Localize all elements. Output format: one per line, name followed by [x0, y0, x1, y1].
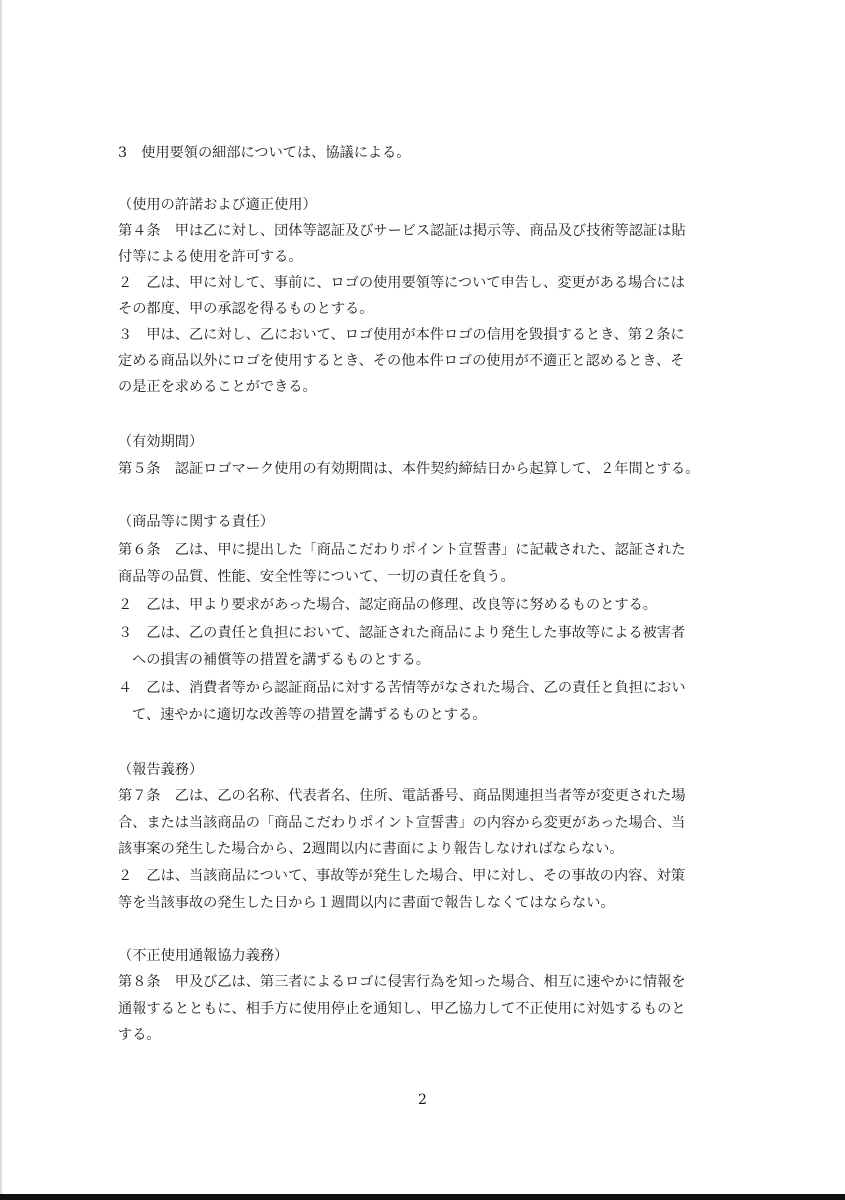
- page-number: 2: [418, 1092, 427, 1108]
- article-7-line-2: 合、または当該商品の「商品こだわりポイント宣誓書」の内容から変更があった場合、当: [118, 815, 686, 831]
- article-6-line-4: ３ 乙は、乙の責任と負担において、認証された商品により発生した事故等による被害者: [118, 625, 686, 641]
- article-4-line-1: 第４条 甲は乙に対し、団体等認証及びサービス認証は掲示等、商品及び技術等認証は貼: [118, 223, 686, 239]
- article-7-heading: （報告義務）: [118, 762, 204, 778]
- article-5-heading: （有効期間）: [118, 434, 204, 450]
- article-6-heading: （商品等に関する責任）: [118, 514, 275, 530]
- article-3-clause-3: 3 使用要領の細部については、協議による。: [118, 145, 411, 161]
- article-4-line-3: ２ 乙は、甲に対して、事前に、ロゴの使用要領等について申告し、変更がある場合には: [118, 275, 685, 291]
- article-6-line-7: て、速やかに適切な改善等の措置を講ずるものとする。: [132, 707, 487, 723]
- article-6-line-5: への損害の補償等の措置を講ずるものとする。: [132, 652, 430, 668]
- article-4-line-4: その都度、甲の承認を得るものとする。: [118, 301, 374, 317]
- article-8-line-3: する。: [118, 1027, 161, 1043]
- page-bottom-border: [0, 1194, 845, 1200]
- article-4-line-5: ３ 甲は、乙に対し、乙において、ロゴ使用が本件ロゴの信用を毀損するとき、第２条に: [118, 327, 685, 343]
- article-7-line-3: 該事案の発生した場合から、2週間以内に書面により報告しなければならない。: [118, 841, 624, 857]
- article-4-line-2: 付等による使用を許可する。: [118, 249, 303, 265]
- article-4-line-7: の是正を求めることができる。: [118, 379, 317, 395]
- article-8-heading: （不正使用通報協力義務）: [118, 948, 289, 964]
- article-8-line-1: 第８条 甲及び乙は、第三者によるロゴに侵害行為を知った場合、相互に速やかに情報を: [118, 974, 686, 990]
- article-6-line-6: ４ 乙は、消費者等から認証商品に対する苦情等がなされた場合、乙の責任と負担におい: [118, 680, 686, 696]
- article-6-line-1: 第６条 乙は、甲に提出した「商品こだわりポイント宣誓書」に記載された、認証された: [118, 542, 686, 558]
- article-7-line-5: 等を当該事故の発生した日から１週間以内に書面で報告しなくてはならない。: [118, 895, 615, 911]
- article-7-line-4: ２ 乙は、当該商品について、事故等が発生した場合、甲に対し、その事故の内容、対策: [118, 868, 685, 884]
- page-left-border: [0, 0, 2, 1200]
- article-4-line-6: 定める商品以外にロゴを使用するとき、その他本件ロゴの使用が不適正と認めるとき、そ: [118, 353, 685, 369]
- article-5-line-1: 第５条 認証ロゴマーク使用の有効期間は、本件契約締結日から起算して、２年間とする。: [118, 461, 700, 477]
- article-6-line-3: ２ 乙は、甲より要求があった場合、認定商品の修理、改良等に努めるものとする。: [118, 597, 657, 613]
- article-6-line-2: 商品等の品質、性能、安全性等について、一切の責任を負う。: [118, 569, 515, 585]
- article-4-heading: （使用の許諾および適正使用）: [118, 197, 317, 213]
- article-8-line-2: 通報するとともに、相手方に使用停止を通知し、甲乙協力して不正使用に対処するものと: [118, 1001, 686, 1017]
- article-7-line-1: 第７条 乙は、乙の名称、代表者名、住所、電話番号、商品関連担当者等が変更された場: [118, 788, 686, 804]
